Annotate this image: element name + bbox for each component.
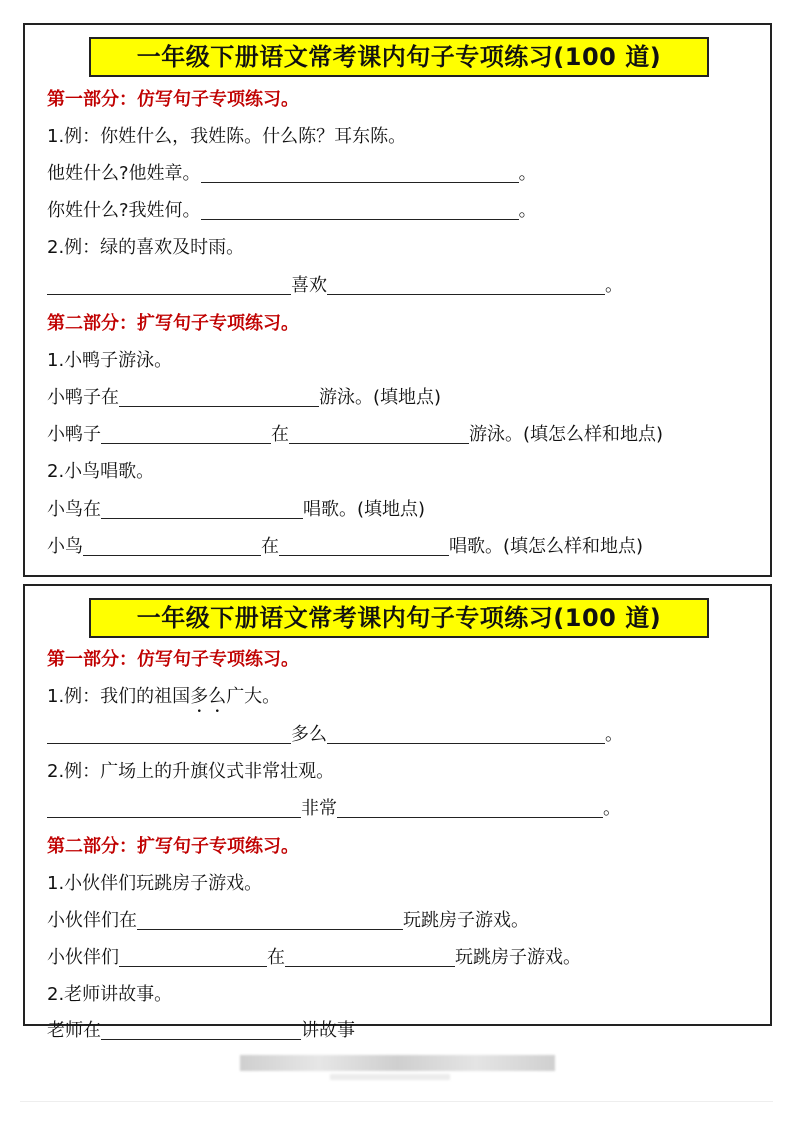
q3-answer-a — [47, 908, 529, 934]
answer-blank[interactable] — [201, 164, 519, 183]
answer-blank[interactable] — [137, 911, 403, 930]
period: 。 — [518, 163, 537, 184]
answer-blank[interactable] — [327, 725, 605, 744]
q3-b-prefix: 小鸭子 — [47, 424, 101, 445]
q4-answer-a — [47, 497, 425, 523]
q2-example: 2.例：绿的喜欢及时雨。 — [47, 237, 245, 258]
period: 。 — [518, 200, 537, 221]
q4-stem: 2.老师讲故事。 — [47, 984, 173, 1005]
answer-blank[interactable] — [119, 388, 319, 407]
q3-stem: 1.小鸭子游泳。 — [47, 350, 173, 371]
q1-b-prefix: 你姓什么?我姓何。 — [47, 200, 201, 221]
period: 。 — [605, 724, 623, 745]
q4-b-mid: 在 — [261, 536, 279, 557]
period: 。 — [603, 798, 621, 819]
part2-heading: 第二部分：扩写句子专项练习。 — [47, 313, 299, 334]
q1-word: 多么 — [291, 724, 327, 745]
answer-blank[interactable] — [337, 799, 603, 818]
q4-a-prefix: 老师在 — [47, 1020, 101, 1041]
q4-b-suffix: 唱歌。(填怎么样和地点) — [449, 536, 644, 557]
q4-a-suffix: 唱歌。(填地点) — [303, 499, 426, 520]
q4-answer-a-cutoff — [47, 1018, 355, 1044]
q3-b-mid: 在 — [271, 424, 289, 445]
answer-blank[interactable] — [285, 948, 455, 967]
answer-blank[interactable] — [47, 276, 291, 295]
q3-a-suffix: 游泳。(填地点) — [319, 387, 442, 408]
q3-answer-b — [47, 945, 581, 971]
q1-example-emphasis: 多么 — [190, 686, 227, 707]
answer-blank[interactable] — [279, 537, 449, 556]
q2-answer — [47, 273, 623, 299]
q3-a-suffix: 玩跳房子游戏。 — [403, 910, 529, 931]
q4-answer-b — [47, 534, 643, 560]
part1-heading: 第一部分：仿写句子专项练习。 — [47, 89, 299, 110]
q4-b-prefix: 小鸟 — [47, 536, 83, 557]
q1-a-prefix: 他姓什么?他姓章。 — [47, 163, 201, 184]
q3-b-suffix: 玩跳房子游戏。 — [455, 947, 581, 968]
answer-blank[interactable] — [101, 500, 303, 519]
answer-blank[interactable] — [101, 1021, 301, 1040]
q1-answer — [47, 722, 623, 748]
blurred-footer-text — [240, 1055, 555, 1071]
answer-blank[interactable] — [47, 799, 301, 818]
worksheet-card-1 — [23, 23, 772, 577]
worksheet-title: 一年级下册语文常考课内句子专项练习(100 道) — [89, 37, 709, 77]
answer-blank[interactable] — [201, 201, 519, 220]
q4-a-suffix: 讲故事 — [301, 1020, 355, 1041]
q1-example — [47, 684, 280, 710]
q2-example: 2.例：广场上的升旗仪式非常壮观。 — [47, 761, 335, 782]
q3-answer-b — [47, 422, 663, 448]
q3-a-prefix: 小鸭子在 — [47, 387, 119, 408]
q2-word: 喜欢 — [291, 275, 327, 296]
q2-word: 非常 — [301, 798, 337, 819]
answer-blank[interactable] — [119, 948, 267, 967]
q3-a-prefix: 小伙伴们在 — [47, 910, 137, 931]
page-bottom-divider — [20, 1101, 773, 1102]
q1-answer-b — [47, 198, 537, 224]
q1-answer-a — [47, 161, 537, 187]
blurred-footer-subtext — [330, 1074, 450, 1080]
part2-heading: 第二部分：扩写句子专项练习。 — [47, 836, 299, 857]
q1-example: 1.例：你姓什么，我姓陈。什么陈？耳东陈。 — [47, 126, 407, 147]
answer-blank[interactable] — [83, 537, 261, 556]
q1-example-pre: 1.例：我们的祖国 — [47, 686, 191, 707]
q3-stem: 1.小伙伴们玩跳房子游戏。 — [47, 873, 263, 894]
q3-b-prefix: 小伙伴们 — [47, 947, 119, 968]
answer-blank[interactable] — [101, 425, 271, 444]
q4-stem: 2.小鸟唱歌。 — [47, 461, 155, 482]
q1-example-post: 广大。 — [226, 686, 281, 707]
worksheet-card-2 — [23, 584, 772, 1041]
q4-a-prefix: 小鸟在 — [47, 499, 101, 520]
q3-b-suffix: 游泳。(填怎么样和地点) — [469, 424, 664, 445]
part1-heading: 第一部分：仿写句子专项练习。 — [47, 649, 299, 670]
worksheet-title: 一年级下册语文常考课内句子专项练习(100 道) — [89, 598, 709, 638]
answer-blank[interactable] — [327, 276, 605, 295]
period: 。 — [605, 275, 623, 296]
q3-b-mid: 在 — [267, 947, 285, 968]
answer-blank[interactable] — [289, 425, 469, 444]
q2-answer — [47, 796, 621, 822]
q3-answer-a — [47, 385, 441, 411]
answer-blank[interactable] — [47, 725, 291, 744]
